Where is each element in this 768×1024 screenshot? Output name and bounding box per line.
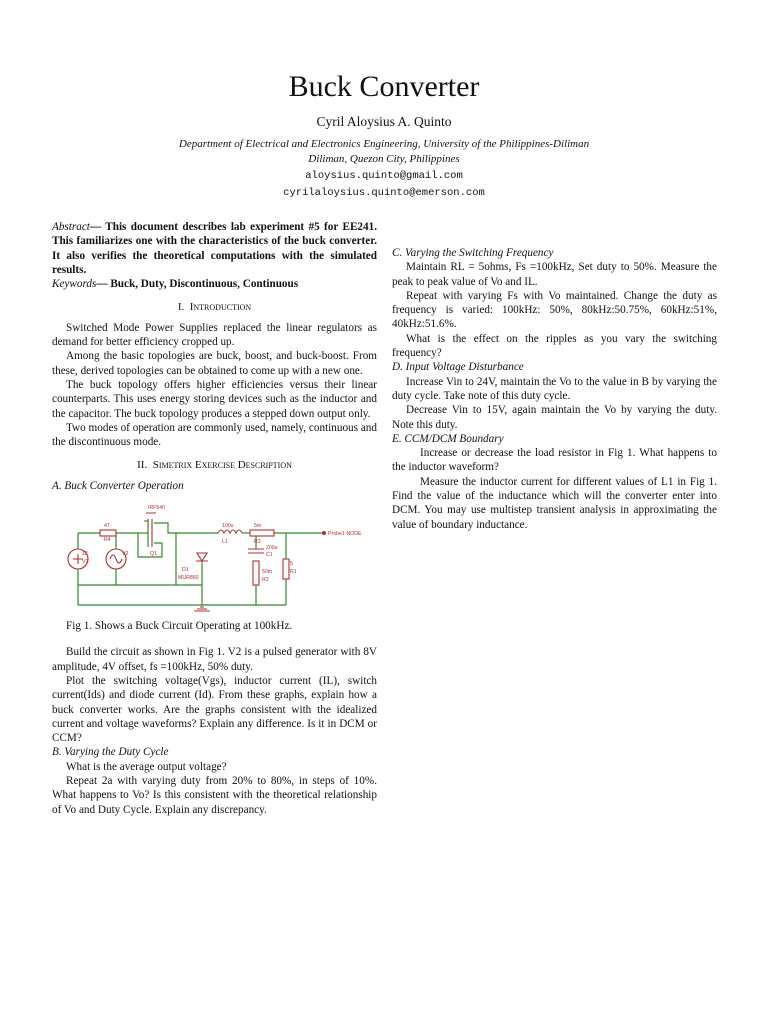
subsection-d-heading: D. Input Voltage Disturbance xyxy=(392,361,524,374)
figure-caption: Fig 1. Shows a Buck Circuit Operating at 100kHz. xyxy=(66,620,293,633)
email-2: cyrilaloysius.quinto@emerson.com xyxy=(283,187,485,199)
l1-value-label: 100u xyxy=(222,523,234,530)
abstract xyxy=(52,220,377,277)
right-column xyxy=(392,242,717,532)
email-1: aloysius.quinto@gmail.com xyxy=(305,170,463,182)
subsection-d-paragraph-2: Decrease Vin to 15V, again maintain the Vo by varying the duty. Note this duty. xyxy=(392,404,717,431)
v1-value-label: 12 xyxy=(82,551,88,558)
r2-name-label: R2 xyxy=(262,577,269,584)
intro-paragraph-2: Among the basic topologies are buck, boost, and buck-boost. From these, derived topologies can be obtained to come up with a new one. xyxy=(52,350,377,377)
q1-name-label: Q1 xyxy=(150,551,157,558)
keywords xyxy=(52,277,377,291)
subsection-c-paragraph-3: What is the effect on the ripples as you vary the switching frequency? xyxy=(392,332,717,360)
abstract-text: — This document describes lab experiment #5 for EE241. This familiarizes one with the characteristics of the buck converter. It also verifies the theoretical computations with the simulated results. xyxy=(52,221,377,276)
r3-value-label: 5m xyxy=(254,523,262,530)
subsection-d-paragraph-1: Increase Vin to 24V, maintain the Vo to the value in B by varying the duty cycle. Take note of this duty cycle. xyxy=(392,375,717,402)
r1-name-label: R1 xyxy=(290,569,297,576)
left-column xyxy=(52,220,377,817)
intro-paragraph-1: Switched Mode Power Supplies replaced the linear regulators as demand for better efficiency cropped up. xyxy=(52,321,377,349)
section-title: Introduction xyxy=(189,301,252,314)
subsection-b-paragraph-2: Repeat 2a with varying duty from 20% to 80%, in steps of 10%. What happens to Vo? Is this consistent with the theoretical relationship of Vo and Duty Cycle. Explain any discrepancy. xyxy=(52,775,377,816)
abstract-label: Abstract xyxy=(52,221,90,233)
subsection-a-heading: A. Buck Converter Operation xyxy=(52,479,184,492)
affiliation xyxy=(0,137,768,167)
r3-name-label: R3 xyxy=(254,539,261,546)
l1-name-label: L1 xyxy=(222,539,228,546)
subsection-a-paragraph-1: Build the circuit as shown in Fig 1. V2 is a pulsed generator with 8V amplitude, 4V offset, fs =100kHz, 50% duty. xyxy=(52,646,377,673)
r2-value-label: 50m xyxy=(262,569,273,576)
subsection-e-paragraph-1: Increase or decrease the load resistor in Fig 1. What happens to the inductor waveform? xyxy=(392,447,717,474)
intro-paragraph-3: The buck topology offers higher efficiencies versus their linear counterparts. This uses energy storing devices such as the inductor and the capacitor. The buck topology produces a stepped down output only. xyxy=(52,378,377,420)
r4-value-label: 47 xyxy=(104,523,110,530)
probe-label: Probe1-NODE xyxy=(328,531,362,538)
buck-circuit-schematic xyxy=(76,499,362,619)
subsection-c-paragraph-1: Maintain RL = 5ohms, Fs =100kHz, Set duty to 50%. Measure the peak to peak value of Vo and IL. xyxy=(392,261,717,288)
subsection-c-heading: C. Varying the Switching Frequency xyxy=(392,247,554,259)
section-number: II. xyxy=(137,459,148,472)
v2-name-label: V2 xyxy=(122,551,129,558)
section-heading-introduction xyxy=(52,300,377,314)
r1-value-label: 5 xyxy=(290,561,293,568)
keywords-text: — Buck, Duty, Discontinuous, Continuous xyxy=(96,278,299,291)
intro-paragraph-4: Two modes of operation are commonly used, namely, continuous and the discontinuous mode. xyxy=(52,421,377,449)
r4-name-label: R4 xyxy=(104,537,111,544)
paper-title: Buck Converter xyxy=(288,70,480,103)
q1-part-label: IRF540 xyxy=(148,505,166,512)
c1-name-label: C1 xyxy=(266,552,273,559)
affiliation-line-1: Department of Electrical and Electronics Engineering, University of the Philippines-Diliman xyxy=(178,138,590,150)
subsection-c-paragraph-2: Repeat with varying Fs with Vo maintained. Change the duty as frequency is varied: 100kHz: 50%, 80kHz:50.75%, 60kHz:51%, 40kHz:51.6%. xyxy=(392,289,717,331)
d1-part-label: MUR860 xyxy=(178,575,199,582)
affiliation-line-2: Diliman, Quezon City, Philippines xyxy=(308,153,460,165)
d1-name-label: D1 xyxy=(182,567,189,574)
subsection-b-paragraph-1: What is the average output voltage? xyxy=(66,760,227,773)
author-name: Cyril Aloysius A. Quinto xyxy=(316,114,452,129)
subsection-a-paragraph-2: Plot the switching voltage(Vgs), inductor current (IL), switch current(Ids) and diode current (Id). From these graphs, explain how a buck converter works. Are the graphs consistent with the idealized current and voltage waveforms? Explain any difference. Is it in DCM or CCM? xyxy=(52,674,377,745)
keywords-label: Keywords xyxy=(52,278,97,291)
subsection-b-heading: B. Varying the Duty Cycle xyxy=(52,746,169,759)
section-number: I. xyxy=(177,301,185,314)
v1-name-label: V1 xyxy=(82,559,89,566)
subsection-e-paragraph-2: Measure the inductor current for different values of L1 in Fig 1. Find the value of the inductance which will the converter enter into DCM. You may use multistep transient analysis in approximating the value of boundary inductance. xyxy=(392,475,717,531)
section-title: Simetrix Exercise Description xyxy=(152,459,292,472)
section-heading-exercise xyxy=(52,458,377,472)
c1-value-label: 200u xyxy=(266,545,278,552)
subsection-e-heading: E. CCM/DCM Boundary xyxy=(392,432,504,445)
